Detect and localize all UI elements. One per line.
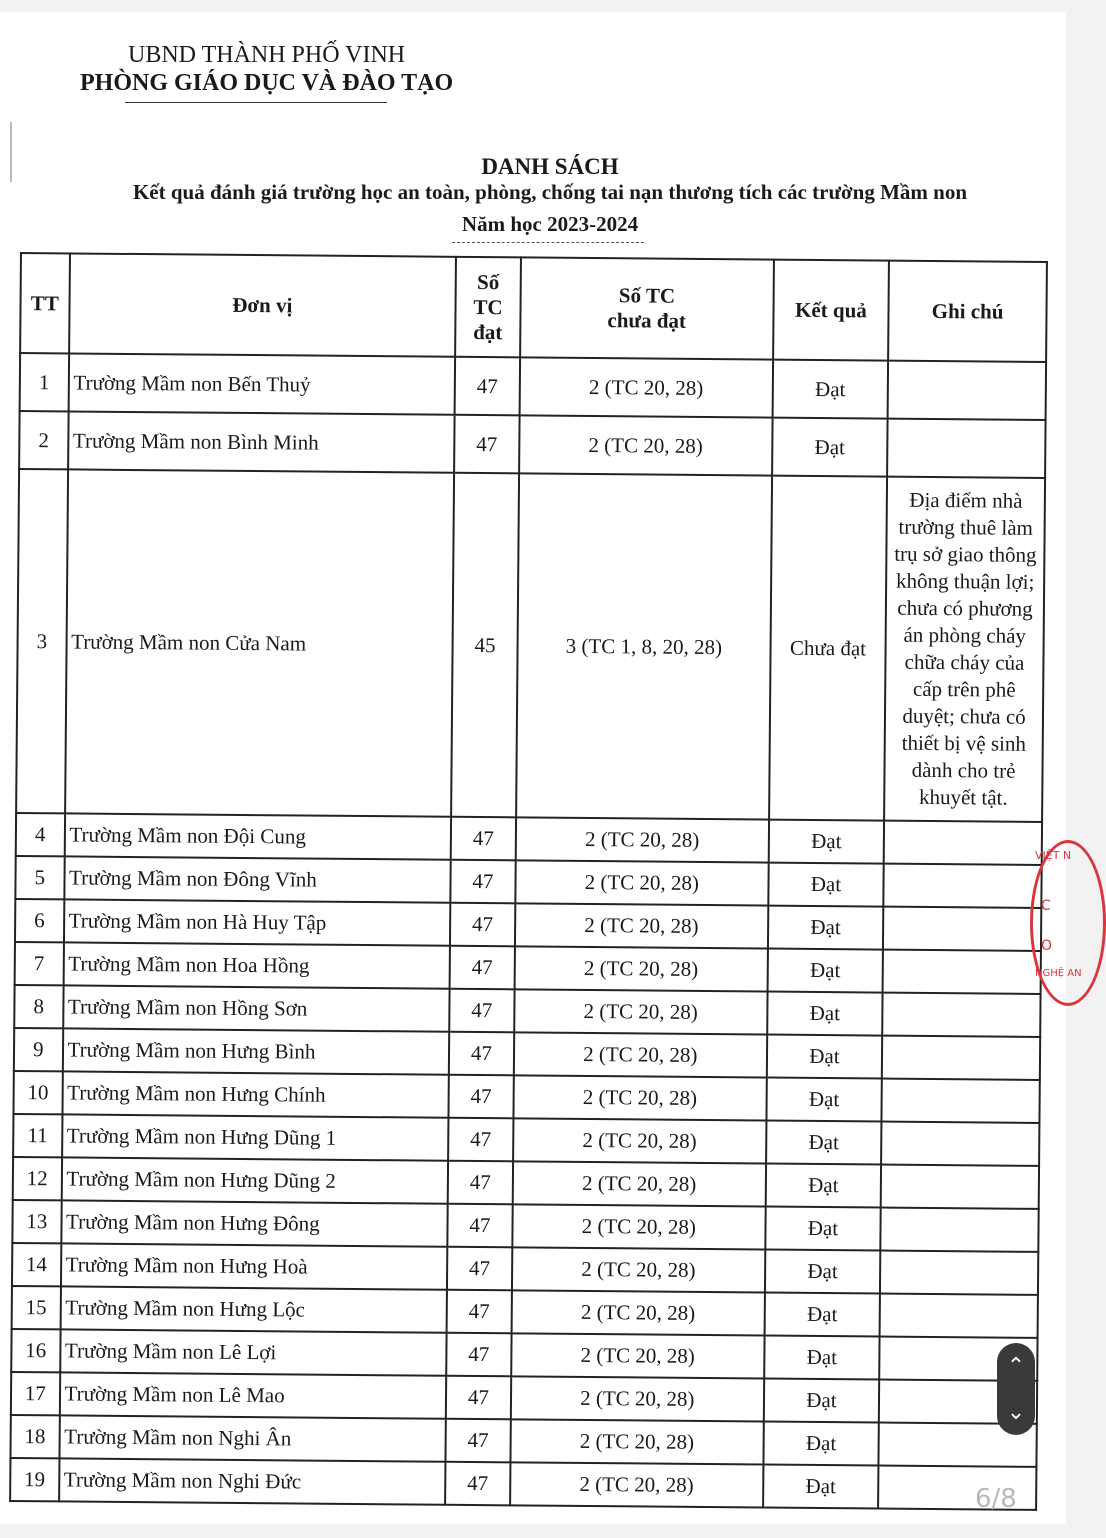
header-passed-line1: Số — [477, 269, 500, 294]
row-number: 9 — [14, 1028, 63, 1071]
row-note — [881, 1165, 1039, 1209]
header-note: Ghi chú — [888, 261, 1047, 362]
header-failed-line2: chưa đạt — [607, 308, 687, 333]
row-failed-criteria: 2 (TC 20, 28) — [514, 946, 767, 991]
row-note — [883, 950, 1041, 994]
row-passed-count: 47 — [448, 1161, 513, 1205]
row-note — [882, 993, 1040, 1037]
scroll-down-button[interactable] — [997, 1389, 1035, 1435]
row-failed-criteria: 2 (TC 20, 28) — [519, 415, 772, 475]
row-passed-count: 47 — [455, 357, 520, 416]
row-number: 7 — [15, 942, 64, 985]
row-number: 14 — [12, 1243, 61, 1286]
row-passed-count: 47 — [451, 817, 516, 861]
row-number: 1 — [20, 353, 69, 411]
row-unit-name: Trường Mầm non Đội Cung — [64, 813, 451, 859]
header-failed — [520, 257, 774, 359]
row-result: Đạt — [764, 1379, 880, 1423]
stamp-text-bottom: NGHỆ AN — [1035, 968, 1082, 979]
row-failed-criteria: 3 (TC 1, 8, 20, 28) — [516, 473, 772, 819]
header-passed-line2: TC — [473, 294, 503, 319]
row-result: Chưa đạt — [769, 476, 887, 821]
row-failed-criteria: 2 (TC 20, 28) — [511, 1290, 764, 1335]
row-note — [882, 1079, 1040, 1123]
row-failed-criteria: 2 (TC 20, 28) — [513, 1161, 766, 1206]
row-result: Đạt — [768, 906, 884, 950]
row-passed-count: 47 — [447, 1204, 512, 1248]
row-unit-name: Trường Mầm non Lê Mao — [59, 1372, 446, 1418]
row-result: Đạt — [764, 1293, 880, 1337]
row-passed-count: 47 — [449, 1075, 514, 1119]
row-passed-count: 47 — [446, 1333, 511, 1377]
row-number: 4 — [16, 813, 65, 856]
row-unit-name: Trường Mầm non Hưng Dũng 1 — [62, 1114, 449, 1160]
row-unit-name: Trường Mầm non Hưng Bình — [62, 1028, 449, 1074]
row-result: Đạt — [768, 863, 884, 907]
row-passed-count: 47 — [445, 1462, 510, 1506]
row-passed-count: 47 — [450, 946, 515, 990]
chevron-up-icon: ⌃ — [1006, 1353, 1026, 1379]
row-failed-criteria: 2 (TC 20, 28) — [512, 1247, 765, 1292]
row-failed-criteria: 2 (TC 20, 28) — [512, 1204, 765, 1249]
document-subtitle: Kết quả đánh giá trường học an toàn, phòng, chống tai nạn thương tích các trường Mầm non — [132, 180, 968, 204]
row-number: 17 — [11, 1372, 60, 1415]
row-number: 5 — [15, 856, 64, 899]
stamp-text-top: VIỆT N — [1035, 849, 1072, 862]
row-result: Đạt — [772, 418, 888, 477]
row-number: 6 — [15, 899, 64, 942]
row-passed-count: 47 — [454, 415, 519, 474]
table-row — [20, 353, 1046, 420]
row-failed-criteria: 2 (TC 20, 28) — [513, 1118, 766, 1163]
row-number: 11 — [13, 1114, 62, 1157]
row-passed-count: 45 — [451, 473, 519, 818]
row-passed-count: 47 — [446, 1419, 511, 1463]
header-tt: TT — [20, 253, 69, 353]
row-result: Đạt — [765, 1250, 881, 1294]
table-row — [16, 469, 1045, 822]
row-failed-criteria: 2 (TC 20, 28) — [511, 1333, 764, 1378]
row-unit-name: Trường Mầm non Hưng Chính — [62, 1071, 449, 1117]
row-unit-name: Trường Mầm non Hà Huy Tập — [64, 899, 451, 945]
row-failed-criteria: 2 (TC 20, 28) — [514, 1032, 767, 1077]
row-passed-count: 47 — [450, 903, 515, 947]
row-unit-name: Trường Mầm non Hưng Hoà — [61, 1243, 448, 1289]
row-passed-count: 47 — [449, 1032, 514, 1076]
header-passed-line3: đạt — [473, 319, 503, 344]
row-number: 16 — [11, 1329, 60, 1372]
results-table — [9, 252, 1048, 1511]
row-number: 19 — [10, 1458, 59, 1501]
page-indicator: 6/8 — [975, 1484, 1017, 1514]
table-row — [10, 1458, 1036, 1510]
row-note: Địa điểm nhà trường thuê làm trụ sở giao thông không thuận lợi; chưa có phương án phòng cháy chữa cháy của cấp trên phê duyệt; chưa có thiết bị vệ sinh dành cho trẻ khuyết tật. — [884, 477, 1045, 822]
row-number: 18 — [10, 1415, 59, 1458]
row-unit-name: Trường Mầm non Hưng Lộc — [60, 1286, 447, 1332]
row-note — [880, 1208, 1038, 1252]
stamp-text-mid2: O — [1041, 938, 1053, 954]
row-result: Đạt — [767, 949, 883, 993]
row-passed-count: 47 — [448, 1118, 513, 1162]
school-year: Năm học 2023-2024 — [461, 212, 639, 236]
document-title: DANH SÁCH — [481, 154, 619, 179]
row-number: 13 — [12, 1200, 61, 1243]
row-result: Đạt — [767, 1035, 883, 1079]
row-passed-count: 47 — [447, 1247, 512, 1291]
row-result: Đạt — [772, 360, 888, 419]
row-unit-name: Trường Mầm non Hưng Đông — [61, 1200, 448, 1246]
table-body — [10, 353, 1046, 1510]
header-result: Kết quả — [773, 260, 889, 361]
row-note — [880, 1294, 1038, 1338]
row-result: Đạt — [764, 1336, 880, 1380]
row-number: 8 — [14, 985, 63, 1028]
header-failed-line1: Số TC — [618, 283, 676, 308]
row-unit-name: Trường Mầm non Bến Thuỷ — [68, 353, 455, 414]
row-failed-criteria: 2 (TC 20, 28) — [514, 989, 767, 1034]
row-result: Đạt — [765, 1207, 881, 1251]
row-unit-name: Trường Mầm non Nghi Đức — [59, 1458, 446, 1504]
row-number: 10 — [13, 1071, 62, 1114]
row-passed-count: 47 — [449, 989, 514, 1033]
row-note — [880, 1251, 1038, 1295]
row-result: Đạt — [767, 992, 883, 1036]
issuing-authority: UBND THÀNH PHỐ VINH — [128, 42, 406, 68]
row-passed-count: 47 — [447, 1290, 512, 1334]
row-unit-name: Trường Mầm non Hoa Hồng — [63, 942, 450, 988]
row-failed-criteria: 2 (TC 20, 28) — [513, 1075, 766, 1120]
header-unit: Đơn vị — [69, 253, 456, 356]
row-unit-name: Trường Mầm non Lê Lợi — [60, 1329, 447, 1375]
row-result: Đạt — [768, 820, 884, 864]
chevron-down-icon: ⌄ — [1006, 1399, 1026, 1425]
row-result: Đạt — [766, 1121, 882, 1165]
row-failed-criteria: 2 (TC 20, 28) — [515, 860, 768, 905]
row-unit-name: Trường Mầm non Bình Minh — [68, 411, 455, 472]
row-failed-criteria: 2 (TC 20, 28) — [511, 1376, 764, 1421]
row-note — [883, 907, 1041, 951]
row-result: Đạt — [763, 1465, 879, 1509]
stamp-text-mid1: C — [1041, 898, 1051, 914]
row-note — [881, 1122, 1039, 1166]
row-failed-criteria: 2 (TC 20, 28) — [510, 1419, 763, 1464]
row-unit-name: Trường Mầm non Hồng Sơn — [63, 985, 450, 1031]
row-unit-name: Trường Mầm non Cửa Nam — [65, 469, 455, 816]
row-note — [882, 1036, 1040, 1080]
row-result: Đạt — [766, 1078, 882, 1122]
row-number: 15 — [12, 1286, 61, 1329]
row-note — [888, 361, 1046, 420]
department-name: PHÒNG GIÁO DỤC VÀ ĐÀO TẠO — [80, 70, 454, 96]
row-unit-name: Trường Mầm non Nghi Ân — [59, 1415, 446, 1461]
row-failed-criteria: 2 (TC 20, 28) — [510, 1462, 763, 1507]
scroll-up-button[interactable] — [997, 1343, 1035, 1389]
row-number: 2 — [19, 411, 68, 469]
table-row — [19, 411, 1045, 478]
row-failed-criteria: 2 (TC 20, 28) — [519, 357, 772, 417]
row-number: 3 — [16, 469, 68, 813]
header-passed — [455, 257, 521, 358]
row-passed-count: 47 — [446, 1376, 511, 1420]
row-failed-criteria: 2 (TC 20, 28) — [515, 903, 768, 948]
row-note — [887, 419, 1045, 478]
row-unit-name: Trường Mầm non Đông Vĩnh — [64, 856, 451, 902]
table-header-row — [20, 253, 1047, 362]
row-failed-criteria: 2 (TC 20, 28) — [516, 817, 769, 862]
header-underline — [125, 102, 387, 103]
row-note — [883, 864, 1041, 908]
year-underline — [452, 242, 644, 243]
document-page — [0, 12, 1082, 1524]
page-scroll-control — [997, 1343, 1035, 1435]
row-note — [884, 821, 1042, 865]
row-result: Đạt — [763, 1422, 879, 1466]
row-passed-count: 47 — [450, 860, 515, 904]
row-unit-name: Trường Mầm non Hưng Dũng 2 — [61, 1157, 448, 1203]
row-result: Đạt — [765, 1164, 881, 1208]
row-number: 12 — [13, 1157, 62, 1200]
official-stamp — [1030, 840, 1106, 1006]
